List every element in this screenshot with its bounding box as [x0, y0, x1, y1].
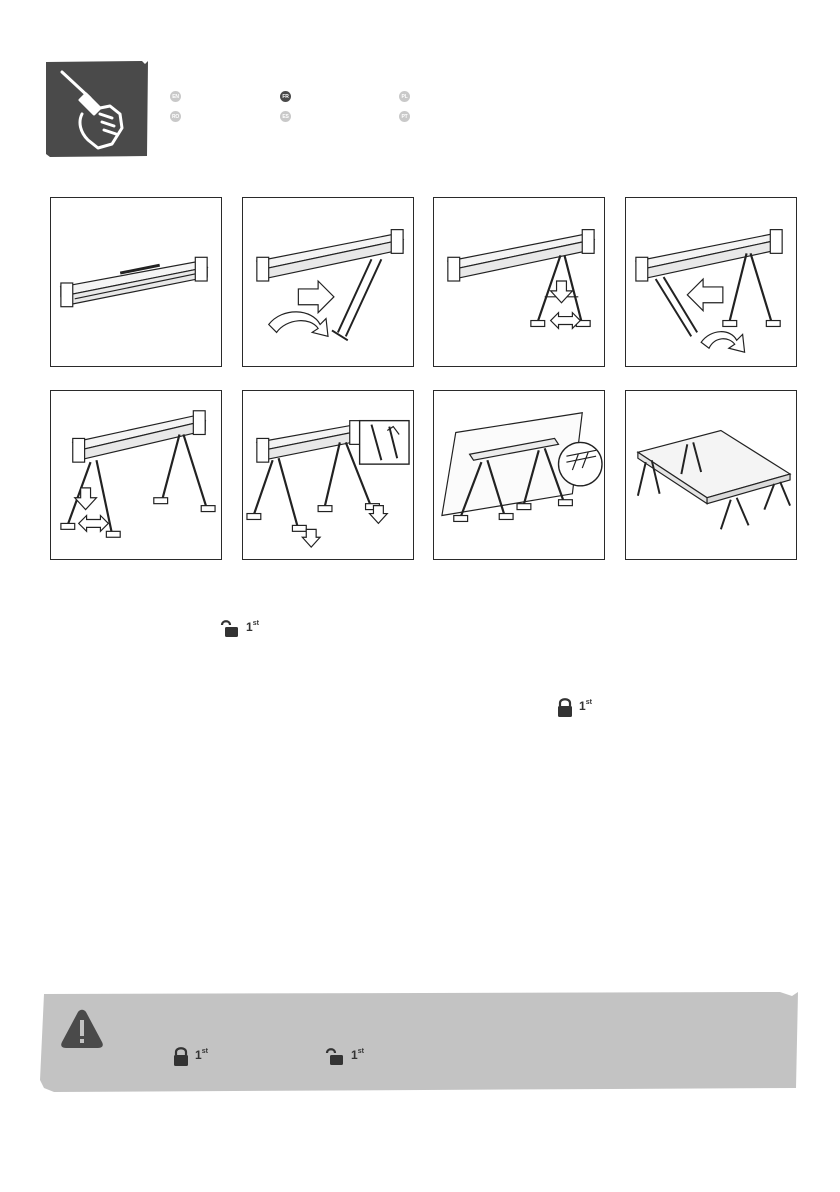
folded-sawhorse-illustration: [51, 198, 221, 366]
unfold-first-leg-illustration: [243, 198, 413, 366]
step-6-panel: [242, 390, 414, 560]
lock-icon: [172, 1047, 190, 1067]
step-2-panel: [242, 197, 414, 367]
lang-pl[interactable]: PL: [399, 91, 410, 102]
step-7-panel: [433, 390, 605, 560]
warning-box: [40, 990, 800, 1094]
step-8-panel: [625, 390, 797, 560]
lang-en[interactable]: EN: [170, 91, 181, 102]
lang-pt[interactable]: PT: [399, 111, 410, 122]
lang-fr[interactable]: FR: [280, 91, 291, 102]
lock-order-label: 1st: [579, 699, 592, 713]
step-1-panel: [50, 197, 222, 367]
warning-lock-first-group: [172, 1047, 208, 1067]
warning-unlock-order-label: 1st: [351, 1048, 364, 1062]
lock-icon: [556, 698, 574, 718]
adjust-leg-height-illustration: [243, 391, 413, 559]
warning-unlock-first-group: [324, 1047, 364, 1067]
unlock-first-group: [219, 619, 259, 639]
extend-second-legs-illustration: [51, 391, 221, 559]
step-5-panel: [50, 390, 222, 560]
unfold-second-leg-illustration: [626, 198, 796, 366]
clamp-board-illustration: [434, 391, 604, 559]
lang-ro[interactable]: RO: [170, 111, 181, 122]
warning-lock-order-label: 1st: [195, 1048, 208, 1062]
screwdriver-hand-icon: [42, 58, 152, 160]
unlock-icon: [324, 1047, 346, 1067]
unlock-order-label: 1st: [246, 620, 259, 634]
step-3-panel: [433, 197, 605, 367]
table-setup-illustration: [626, 391, 796, 559]
extend-first-legs-illustration: [434, 198, 604, 366]
step-4-panel: [625, 197, 797, 367]
unlock-icon: [219, 619, 241, 639]
lang-es[interactable]: ES: [280, 111, 291, 122]
lock-first-group: [556, 698, 592, 718]
